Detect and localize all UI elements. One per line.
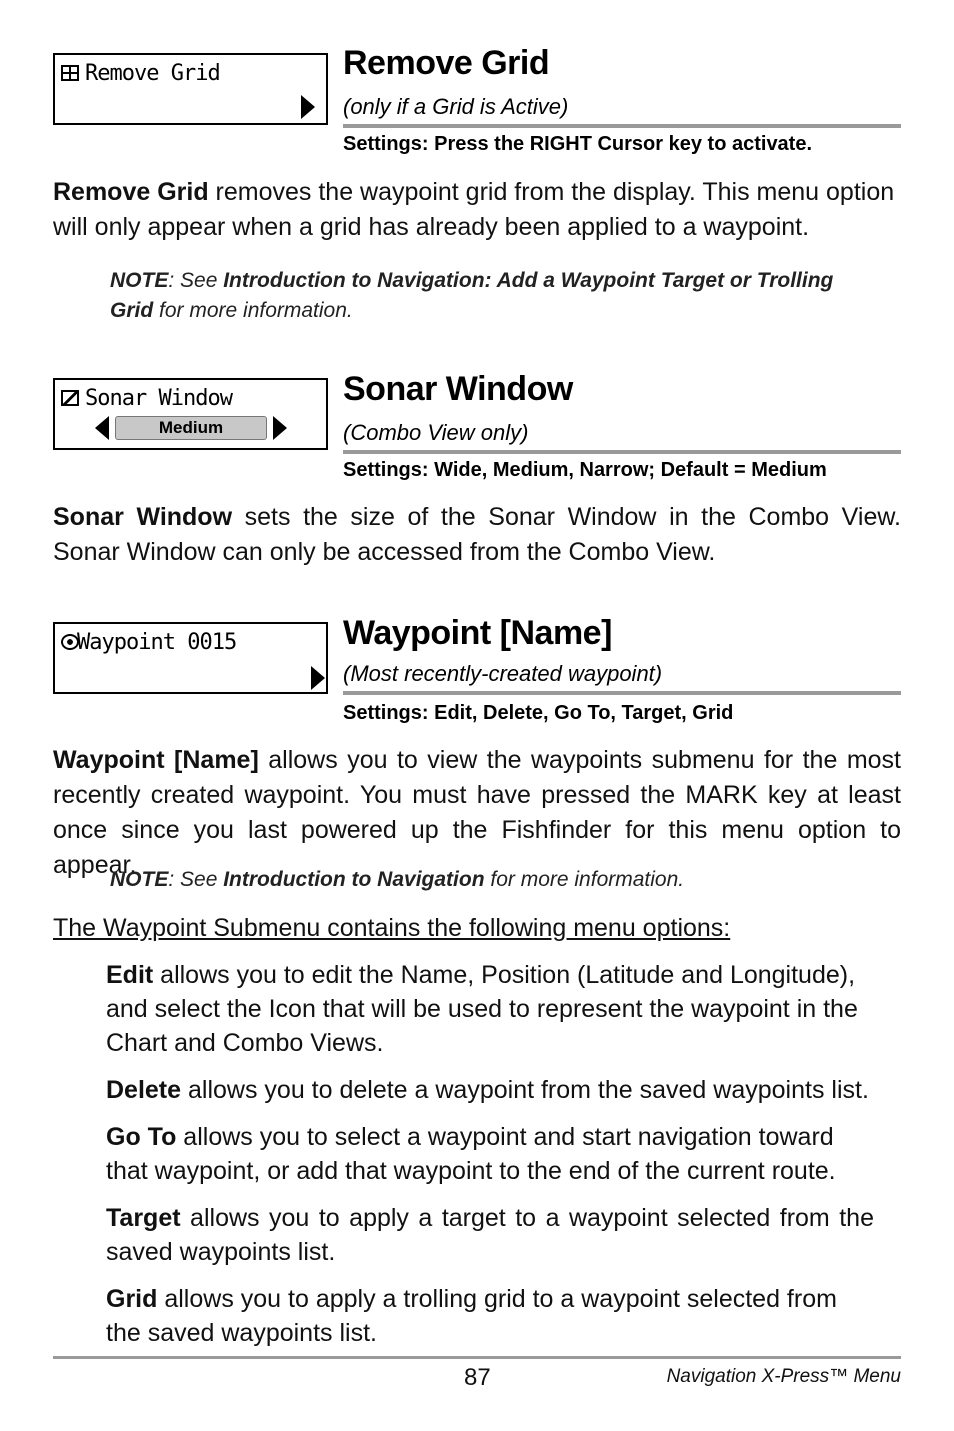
footer-title: Navigation X-Press™ Menu bbox=[666, 1366, 901, 1387]
section-body bbox=[53, 175, 901, 245]
section-title: Remove Grid bbox=[343, 44, 550, 82]
item-name: Go To bbox=[106, 1123, 177, 1151]
note-see: : See bbox=[168, 868, 224, 891]
item-text: allows you to apply a target to a waypoint selected from the saved waypoints list. bbox=[106, 1204, 874, 1266]
body-text: allows you to view the waypoints submenu for the most recently created waypoint. You must have pressed the MARK key at least once since you last powered up the Fishfinder for this menu option to appear. bbox=[53, 746, 902, 879]
item-name: Edit bbox=[106, 961, 154, 989]
right-arrow-icon bbox=[273, 416, 287, 440]
section-body bbox=[53, 743, 901, 883]
section-subtitle: (Combo View only) bbox=[343, 420, 529, 445]
item-name: Grid bbox=[106, 1285, 158, 1313]
note-reference: Introduction to Navigation bbox=[223, 868, 485, 891]
right-arrow-icon bbox=[301, 95, 315, 119]
waypoint-menu-box bbox=[53, 622, 328, 694]
body-text: sets the size of the Sonar Window in the Combo View. Sonar Window can only be accessed from the Combo View. bbox=[53, 503, 901, 566]
section-settings: Settings: Edit, Delete, Go To, Target, Grid bbox=[343, 702, 734, 724]
right-arrow-icon bbox=[311, 666, 325, 690]
remove-grid-menu-box bbox=[53, 53, 328, 125]
note-reference: Introduction to Navigation: Add a Waypoint Target or Trolling Grid bbox=[110, 269, 834, 322]
menu-label: Waypoint 0015 bbox=[77, 630, 237, 655]
submenu-item-edit bbox=[106, 958, 874, 1060]
body-text: removes the waypoint grid from the display. This menu option will only appear when a grid has already been applied to a waypoint. bbox=[53, 178, 895, 241]
item-name: Target bbox=[106, 1204, 181, 1232]
note-see: : See bbox=[168, 269, 224, 292]
submenu-item-go-to bbox=[106, 1120, 874, 1188]
submenu-heading: The Waypoint Submenu contains the following menu options: bbox=[53, 914, 731, 942]
note bbox=[110, 266, 870, 326]
menu-label: Sonar Window bbox=[85, 386, 232, 411]
section-rule bbox=[343, 691, 901, 695]
submenu-item-delete bbox=[106, 1073, 874, 1107]
section-rule bbox=[343, 450, 901, 454]
submenu-item-target bbox=[106, 1201, 874, 1269]
section-settings: Settings: Wide, Medium, Narrow; Default = Medium bbox=[343, 459, 827, 481]
sonar-icon bbox=[61, 390, 79, 406]
item-name: Delete bbox=[106, 1076, 182, 1104]
section-title: Waypoint [Name] bbox=[343, 614, 612, 652]
footer-rule bbox=[53, 1356, 901, 1359]
grid-icon bbox=[61, 65, 79, 81]
note-end: for more information. bbox=[484, 868, 685, 891]
menu-label: Remove Grid bbox=[85, 61, 220, 86]
item-text: allows you to edit the Name, Position (Latitude and Longitude), and select the Icon that will be used to represent the waypoint in the Chart and Combo Views. bbox=[106, 961, 858, 1057]
body-term: Waypoint [Name] bbox=[53, 746, 259, 774]
body-term: Remove Grid bbox=[53, 178, 209, 206]
menu-value: Medium bbox=[115, 416, 267, 440]
section-rule bbox=[343, 124, 901, 128]
body-term: Sonar Window bbox=[53, 503, 233, 531]
item-text: allows you to apply a trolling grid to a waypoint selected from the saved waypoints list. bbox=[106, 1285, 837, 1347]
submenu-item-grid bbox=[106, 1282, 874, 1350]
note-end: for more information. bbox=[153, 299, 353, 322]
note-label: NOTE bbox=[110, 868, 169, 891]
note-label: NOTE bbox=[110, 269, 169, 292]
item-text: allows you to select a waypoint and start navigation toward that waypoint, or add that waypoint to the end of the current route. bbox=[106, 1123, 836, 1185]
section-body bbox=[53, 500, 901, 570]
item-text: allows you to delete a waypoint from the saved waypoints list. bbox=[181, 1076, 869, 1104]
section-settings: Settings: Press the RIGHT Cursor key to activate. bbox=[343, 133, 813, 155]
sonar-window-menu-box bbox=[53, 378, 328, 450]
page-number: 87 bbox=[464, 1364, 491, 1391]
note bbox=[110, 865, 870, 895]
section-subtitle: (Most recently-created waypoint) bbox=[343, 661, 663, 686]
section-subtitle: (only if a Grid is Active) bbox=[343, 94, 569, 119]
section-title: Sonar Window bbox=[343, 370, 573, 408]
left-arrow-icon bbox=[95, 416, 109, 440]
